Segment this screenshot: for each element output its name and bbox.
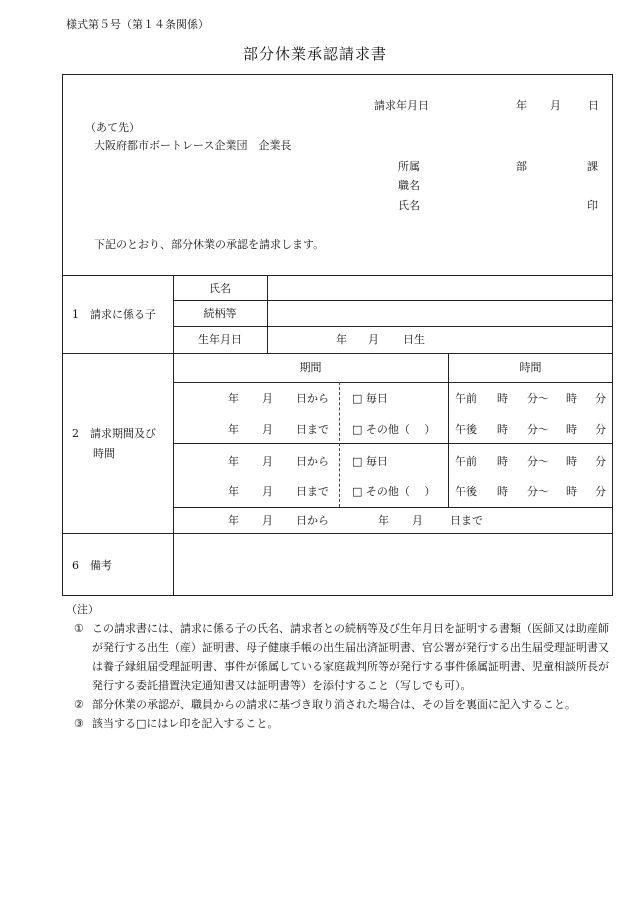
period-b2-to: 日まで: [296, 485, 329, 498]
period-a2-to: 日まで: [296, 423, 329, 436]
am-minute-from-2: 分～: [527, 455, 549, 468]
overall-from-year: 年: [228, 514, 239, 527]
am-label-2: 午前: [455, 455, 477, 468]
divider-period-row1: [173, 443, 613, 444]
overall-to-year: 年: [378, 514, 389, 527]
pm-label-2: 午後: [455, 485, 477, 498]
notes-heading: （注）: [66, 603, 99, 616]
section1-label: 1 請求に係る子: [72, 308, 156, 321]
am-minute-from-1: 分～: [527, 392, 549, 405]
period-a1-from: 日から: [296, 392, 329, 405]
pm-hour-end-1: 時: [566, 423, 577, 436]
request-date-day: 日: [588, 99, 599, 112]
divider-time-column: [448, 353, 449, 507]
divider-child-relation: [173, 326, 613, 327]
divider-child-value-column: [267, 275, 268, 353]
note-item-3: [70, 714, 614, 733]
pm-hour-1: 時: [497, 423, 508, 436]
pm-minute-end-2: 分: [595, 485, 606, 498]
am-hour-end-1: 時: [566, 392, 577, 405]
page-title: 部分休業承認請求書: [242, 45, 387, 63]
section2-label-line2: 時間: [93, 447, 115, 460]
child-name-label: 氏名: [209, 282, 231, 295]
note-item-1: [70, 619, 614, 695]
divider-section2: [62, 533, 613, 534]
overall-from-month: 月: [262, 514, 273, 527]
am-hour-end-2: 時: [566, 455, 577, 468]
request-statement: 下記のとおり、部分休業の承認を請求します。: [94, 238, 325, 251]
name-label: 氏名: [398, 199, 420, 212]
note-number-3: ③: [74, 717, 84, 730]
note-item-2: [70, 695, 614, 714]
birth-day: 日生: [403, 333, 425, 346]
am-minute-end-1: 分: [595, 392, 606, 405]
note-text-3: 該当する□にはレ印を記入すること。: [92, 717, 279, 730]
pm-minute-from-1: 分～: [527, 423, 549, 436]
period-b2-year: 年: [228, 485, 239, 498]
divider-section1: [62, 353, 613, 354]
am-label-1: 午前: [455, 392, 477, 405]
note-number-1: ①: [74, 622, 84, 635]
daily-checkbox-2[interactable]: □ 毎日: [352, 455, 388, 468]
divider-period-row2: [173, 507, 613, 508]
am-hour-2: 時: [497, 455, 508, 468]
overall-to-month: 月: [412, 514, 423, 527]
period-b1-year: 年: [228, 455, 239, 468]
period-b1-from: 日から: [296, 455, 329, 468]
period-a2-year: 年: [228, 423, 239, 436]
overall-to-day: 日まで: [450, 514, 483, 527]
am-hour-1: 時: [497, 392, 508, 405]
period-a2-month: 月: [262, 423, 273, 436]
period-header: 期間: [299, 361, 322, 374]
pm-minute-end-1: 分: [595, 423, 606, 436]
pm-hour-end-2: 時: [566, 485, 577, 498]
dept-label: 所属: [398, 160, 420, 173]
request-date-month: 月: [550, 99, 561, 112]
note-text-1: この請求書には、請求に係る子の氏名、請求者との続柄等及び生年月日を証明する書類（医師又は助産師が発行する出生（産）証明書、母子健康手帳の出生届出済証明書、官公署が発行する出生届受理証明書又は養子縁組届受理証明書、事件が係属している家庭裁判所等が発行する事件係属証明書、児童相談所長が発行する委託措置決定通知書又は証明書等）を添付すること（写しでも可）。: [92, 622, 609, 692]
pm-hour-2: 時: [497, 485, 508, 498]
addressee-label: （あて先）: [85, 121, 140, 134]
section6-label: 6 備考: [72, 559, 112, 572]
other-checkbox-1[interactable]: □ その他（ ）: [352, 423, 436, 436]
seal-mark: 印: [587, 199, 598, 212]
divider-child-name: [173, 300, 613, 301]
dept-unit: 部: [516, 160, 527, 173]
pm-minute-from-2: 分～: [527, 485, 549, 498]
other-checkbox-2[interactable]: □ その他（ ）: [352, 485, 436, 498]
time-header: 時間: [519, 361, 542, 374]
child-birth-label: 生年月日: [198, 333, 242, 346]
addressee: 大阪府都市ボートレース企業団 企業長: [94, 139, 292, 152]
request-date-label: 請求年月日: [374, 99, 429, 112]
request-date-year: 年: [516, 99, 527, 112]
child-relation-label: 続柄等: [203, 307, 237, 320]
pm-label-1: 午後: [455, 423, 477, 436]
birth-month: 月: [368, 333, 379, 346]
divider-label-column: [173, 275, 174, 596]
notes: [66, 600, 614, 733]
section-unit: 課: [587, 160, 598, 173]
period-a1-year: 年: [228, 392, 239, 405]
section2-label-line1: 2 請求期間及び: [72, 427, 156, 440]
birth-year: 年: [336, 333, 347, 346]
daily-checkbox-1[interactable]: □ 毎日: [352, 392, 388, 405]
divider-request-block: [62, 275, 613, 276]
period-b2-month: 月: [262, 485, 273, 498]
divider-period-header: [173, 382, 613, 383]
divider-period-dashed: [339, 382, 340, 507]
overall-from-day: 日から: [296, 514, 329, 527]
note-number-2: ②: [74, 698, 84, 711]
am-minute-end-2: 分: [595, 455, 606, 468]
form-number: 様式第５号（第１４条関係）: [66, 18, 209, 31]
period-a1-month: 月: [262, 392, 273, 405]
note-text-2: 部分休業の承認が、職員からの請求に基づき取り消された場合は、その旨を裏面に記入すること。: [92, 698, 576, 711]
position-label: 職名: [398, 179, 420, 192]
period-b1-month: 月: [262, 455, 273, 468]
